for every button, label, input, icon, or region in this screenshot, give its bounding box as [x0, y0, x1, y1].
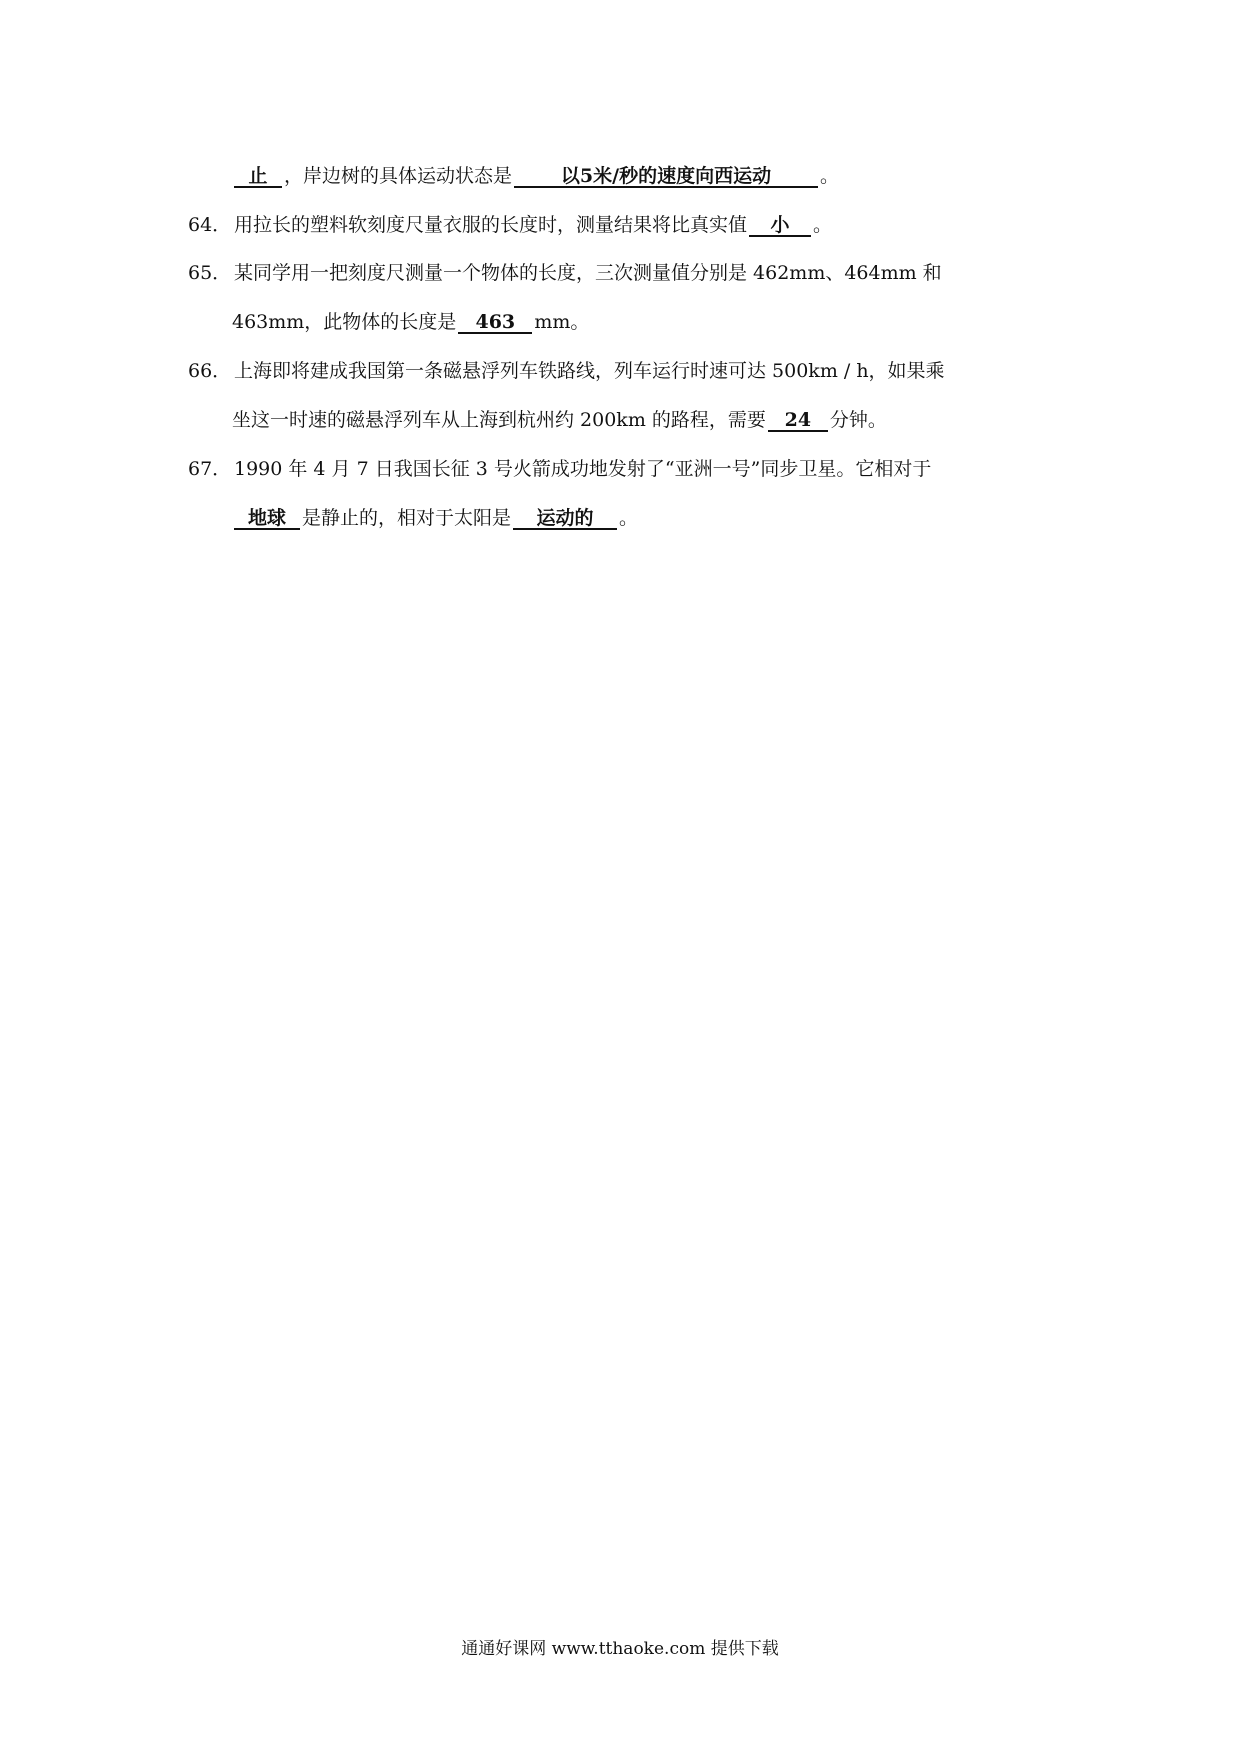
- question-text: 是静止的，相对于太阳是: [302, 507, 512, 529]
- continuation-line: [232, 164, 839, 188]
- question-text: 。: [619, 507, 639, 529]
- answer-blank: 以5米/秒的速度向西运动: [514, 166, 818, 188]
- question-66: [188, 359, 945, 383]
- answer-blank: 24: [768, 410, 828, 432]
- question-text: mm。: [534, 311, 590, 333]
- answer-blank: 止: [234, 166, 282, 188]
- question-text: 1990 年 4 月 7 日我国长征 3 号火箭成功地发射了“亚洲一号”同步卫星。它相对于: [234, 458, 932, 480]
- answer-blank: 地球: [234, 508, 300, 530]
- page-footer: 通通好课网 www.tthaoke.com 提供下载: [461, 1639, 779, 1659]
- question-66-line-2: [232, 408, 887, 432]
- answer-blank: 运动的: [513, 508, 617, 530]
- question-text: 。: [813, 214, 833, 236]
- question-65-line-2: [232, 310, 589, 334]
- question-text: 坐这一时速的磁悬浮列车从上海到杭州约 200km 的路程，需要: [232, 409, 766, 431]
- question-64: [188, 213, 832, 237]
- question-text: 463mm，此物体的长度是: [232, 311, 457, 333]
- question-text: 某同学用一把刻度尺测量一个物体的长度，三次测量值分别是 462mm、464mm 和: [234, 262, 942, 284]
- question-67: [188, 457, 931, 481]
- answer-blank: 小: [749, 215, 811, 237]
- question-number: 67．: [188, 458, 232, 480]
- question-65: [188, 261, 942, 285]
- answer-blank: 463: [458, 312, 532, 334]
- question-text: 上海即将建成我国第一条磁悬浮列车铁路线，列车运行时速可达 500km / h，如果乘: [234, 360, 945, 382]
- question-text: ，岸边树的具体运动状态是: [284, 165, 513, 187]
- question-number: 66．: [188, 360, 232, 382]
- question-67-line-2: [232, 506, 638, 530]
- question-text: 分钟。: [829, 409, 887, 431]
- question-text: 用拉长的塑料软刻度尺量衣服的长度时，测量结果将比真实值: [234, 214, 748, 236]
- question-number: 65．: [188, 262, 232, 284]
- question-number: 64．: [188, 214, 232, 236]
- question-text: 。: [820, 165, 840, 187]
